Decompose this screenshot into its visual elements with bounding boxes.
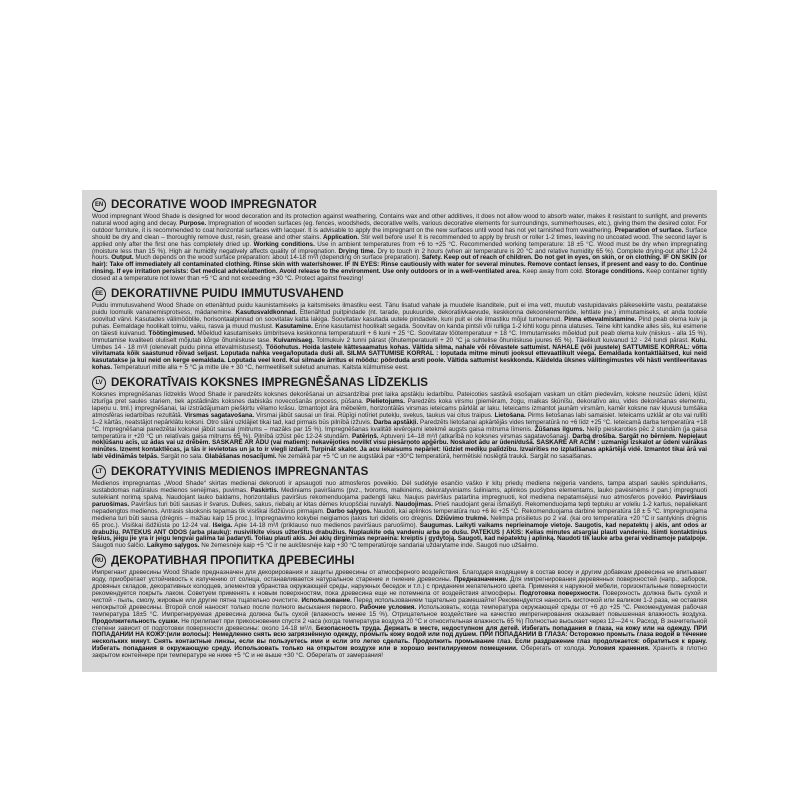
- section-lt-title: DEKORATYVINIS MEDIENOS IMPREGNANTAS: [111, 466, 369, 479]
- section-lt: [92, 465, 707, 550]
- section-ee-body: Puidu immutusvahend Wood Shade on ettenähtud puidu kaunistamiseks ja kaitsmiseks ilmastiku eest. Tänu lisatud vahale ja muudele lisanditele, puit ei ima vett, muutub vastupidavaks päikesekiirte vastu, peatatakse puidu loomulik vananemisprotsess, mädanemine. Kasutusvaldkonnad. Ettenähtud puitpindade (nt. tarade, puukuuride, dekoratiivkaevude, keskkonna dekoorelementide, lehtlate jne.) immutamiseks, et anda tootele soovitud värvi. Kasutades välimööblile, horisontaalpinnad on soovitatav katta lakiga. Soovitatav kasutada uutele pindadele, kuni puit ei ole ilmastiku mõjul tumenenud. Pinna ettevalmistamine. Pind peab olema kuiv ja puhas. Eemaldage hoolikalt tolmu, vaiku, rasva ja muud mustust. Kasutamine. Enne kasutamist hoolikalt segada. Soovitav on kanda pintsli või rulliga 1-2 kihti kogu pinna ulatuses. Teine kiht kandke alles siis, kui esimene on täiesti kuivanud. Töötingimused. Mõeldud kasutamiseks ümbritseva keskkonna temperatuuril + 6 kuni + 25 °C. Soovitatav töötemperatuur + 18 °C. Immutamiseks mõeldud puit peab olema kuiv (niiskus - alla 15 %). Immutamise kvaliteeti oluliselt mõjutab kõrge õhuniiskuse tase. Kuivamisaeg. Tolmukuiv 2 tunni pärast (õhutemperatuuril + 20 °C ja suhtelise õhuniiskuse juures 65 %). Täielikult kuivanud 12 - 24 tundi pärast. Kulu. Umbes 14 - 18 m²/l (olenevalt puidu pinna ettevalmistusest). Tööohutus. Hoida lastele kättesaamatus kohas. Vältida silma, nahale või rõivastele sattumist. NAHALE (või juustele) SATTUMISE KORRAL: võtta viivitamata kõik saastunud rõivad seljast. Loputada nahka veega/loputada duši all. SILMA SATTUMISE KORRAL : loputada mitme minuti jooksul ettevaatlikult veega. Eemaldada kontaktläätsed, kui neid kasutatakse ja kui neid on kerge eemaldada. Loputada veel kord. Kui silmade ärritus ei möödu: pöörduda arsti poole. Vältida sattumist keskkonda. Käidelda üksnes välitingimustes või hästi ventileeritavas kohas. Temperatuuri mitte alla + 5 °C ja mitte üle + 30 °C, hermeetiliselt suletud anumas. Kaitsta külmumise eest.: [92, 302, 708, 372]
- section-ru-body: Импрегнант древесины Wood Shade предназначен для декорирования и защиты древесины от атмосферного воздействия. Благодаря входящему в состав воску и другим добавкам древесина не впитывает воду, приобретает устойчивость к излучению от солнца, останавливается натуральное старение и гниение древесины. Предназначение. Для импрегнирования деревянных поверхностей (напр., заборов, дровяных складов, декоративных колодцев, элементов убранства окружающей среды, наружных беседок и т.п.) с приданием желательного цвета. Применяя к наружной мебели, горизонтальные поверхности рекомендуется покрыть лаком. Советуем применять к новым поверхностям, пока древесина еще не потемнела от воздействия атмосферы. Подготовка поверхности. Поверхность должна быть сухой и чистой - пыль, смолу, жировые или другие пятна тщательно очистите. Использование. Перед использованием тщательно размешайте! Рекомендуется наносить кисточкой или валиком 1-2 раза, не оставляя непокрытой древесины. Второй слой наносят только после полного высыхания первого. Рабочие условия. Использовать, когда температура окружающей среды от +6 до +25 °C. Рекомендуемая рабочая температура 18±5 °C. Импрегнируемая древесина должна быть сухой (влажность менее 15 %). Отрицательное воздействие на качество импрегнирования оказывает повышенная влажность воздуха. Продолжительность сушки. Не прилипает при прикосновении спустя 2 часа (когда температура воздуха 20 °C и относительная влажность 65 %) Полностью высыхает через 12—24 ч. Расход. В значительной степени зависит от подготовки поверхности древесины: около 14-18 м²/л. Безопасность труда. Держать в месте, недоступном для детей. Избегать попадания в глаза, на кожу или на одежду. ПРИ ПОПАДАНИИ НА КОЖУ:(или волосы): Немедленно снять всю загрязнённую одежду, промыть кожу водой или под душем. ПРИ ПОПАДАНИИ В ГЛАЗА: Осторожно промыть глаза водой в течение нескольких минут. Снять контактные линзы, если вы пользуетесь ими и если это легко сделать. Продолжить промывание глаз. Если раздражение глаз продолжается: обратиться к врачу. Избегать попадания в окружающую среду. Использовать только на открытом воздухе или в хорошо вентилируемом помещении. Оберегать от холода. Условия хранения. Хранить в плотно закрытом контейнере при температуре не ниже +5 °C и не выше +30 °C. Оберегать от замерзания!: [92, 569, 708, 660]
- section-en-title: DECORATIVE WOOD IMPREGNATOR: [111, 199, 317, 211]
- section-ru-title: ДЕКОРАТИВНАЯ ПРОПИТКА ДРЕВЕСИНЫ: [111, 555, 355, 568]
- section-en-header: [92, 198, 707, 212]
- section-lv-body: Koksnes impregnēšanas līdzeklis Wood Shade ir paredzēts koksnes dekorēšanai un aizsardzībai pret laika apstākļu iedarbību. Pateicoties sastāvā esošajam vaskam un citām piedevām, koksne neuzsūc ūdeni, kļūst izturīga pret saules stariem, tiek apstādināts koksnes dabiskās novecošanās process, pūšana. Pielietojums. Paredzēts koka virsmu (piemēram, žogu, malkas šķūnīšu, dekoratīvo aku, vides dekorēšanas elementu, lapeņu u. tml.) impregnēšanai, lai izstrādājumam piešķirtu vēlamo krāsu. Izmantojot āra mēbelēm, horizontālās virsmas ieteicams pārklāt ar laku. Ieteicams izmantot jaunām virsmām, kamēr koksne nav kļuvusi tumšāka atmosfēras iedarbības rezultātā. Virsmas sagatavošana. Virsmai jābūt sausai un tīrai. Rūpīgi notīriet putekļu, sveķus, taukus vai citus traipus. Lietošana. Pirms lietošanas labi samaisiet. Ieteicams uzklāt ar otu vai rullīti 1–2 kārtās, neatstājot nepārklātu koksni. Otro slāni uzklājiet tikai tad, kad pirmais būs pilnībā izžuvis. Darba apstākļi. Paredzēts lietošanai apkārtējās vides temperatūrā no +6 līdz +25 °C. Ieteicamā darba temperatūra +18 °C. Impregnēšanai paredzētai koksnei jābūt sausai (mitrums – mazāks par 15 %). Impregnēšanas kvalitāti ievērojami ietekmē augsts gaisa mitruma līmenis. Žūšanas ilgums. Nelīp pieskaroties pēc 2 stundām (ja gaisa temperatūra ir +20 °C un relatīvais gaisa mitrums 65 %). Pilnībā izžūst pēc 12-24 stundām. Patēriņš. Aptuveni 14–18 m²/l (atkarībā no koksnes virsmas sagatavošanas). Darba drošība. Sargāt no bērniem. Nepieļaut nokļūšanu acīs, uz ādas vai uz drēbēm. SASKARĒ AR ĀDU (vai matiem): nekavējoties novilkt visu piesārņoto apģērbu. Noskalot ādu ar ūdeni/dušā. SASKARĒ AR ACĪM : uzmanīgi izskalot ar ūdeni vairākas minūtes. Izņemt kontaktlēcas, ja tās ir ievietotas un ja to ir viegli izdarīt. Turpināt skalot. Ja acu iekaisums nepāriet: lūdziet mediķu palīdzību. Izvairīties no izplatīšanas apkārtējā vidē. Izmantot tikai ārā vai labi vēdināmās telpās. Sargāt no sala. Glabāšanas nosacījumi. Ne zemākā par +5 °C un ne augstākā par +30°C temperatūrā, hermētiski noslēgtā traukā. Sargāt no sasalšanas.: [92, 391, 708, 461]
- section-lv-title: DEKORATĪVAIS KOKSNES IMPREGNĒŠANAS LĪDZEKLIS: [111, 377, 429, 390]
- product-label: [82, 190, 717, 672]
- lang-badge-ru-icon: RU: [92, 554, 106, 568]
- section-ee-header: [92, 287, 707, 301]
- section-ru-header: [92, 554, 707, 568]
- lang-badge-ee-icon: EE: [92, 287, 106, 301]
- section-ru: [92, 554, 707, 660]
- section-lv-header: [92, 376, 707, 390]
- lang-badge-en-icon: EN: [92, 198, 106, 212]
- section-lt-header: [92, 465, 707, 479]
- section-en-body: Wood impregnant Wood Shade is designed for wood decoration and its protection against weathering. Contains wax and other additives, it does not allow wood to absorb water, makes it resistant to sunlight, and prevents natural wood aging and decay. Purpose. Impregnation of wooden surfaces (eg. fences, woodsheds, decorative wells, various decorative elements for surroundings, summerhouses, etc.), giving them the desired color. For outdoor furniture, it is recommended to coat horizontal surfaces with lacquer. It is advisable to apply the impregnant on the new surfaces until wood has not yet tarnished from weathering. Preparation of surface. Surface should be dry and clean – thoroughly remove dust, resin, grease and other stains. Application. Stir well before use! It is recommended to apply by brush or roller 1-2 times, leaving no uncoated wood. The second layer is applied only after the first one has completely dried up. Working conditions. Use in ambient temperatures from +6 to +25 °C. Recommended working temperature: 18 ±5 °C. Wood must be dry when impregnating (moisture less than 15 %). High air humidity negatively affects quality of impregnation. Drying time. Dry to touch in 2 hours (when air temperature is 20 °C and relative humidity 65 %). Complete drying-out after 12-24 hours. Output. Much depends on the wood surface preparation: about 14-18 m²/l (depending on surface preparation). Safety. Keep out of reach of children. Do not get in eyes, on skin, or on clothing. IF ON SKIN (or hair): Take off immediately all contaminated clothing. Rinse skin with water/shower. IF IN EYES: Rinse cautiously with water for several minutes. Remove contact lenses, if present and easy to do. Continue rinsing. If eye irritation persists: Get medical advice/attention. Avoid release to the environment. Use only outdoors or in a well-ventilated area. Keep away from cold. Storage conditions. Keep container tightly closed at a temperature not lower than +5 °C and not exceeding +30 °C. Protect against freezing!: [92, 213, 708, 283]
- section-ee: [92, 287, 707, 372]
- lang-badge-lt-icon: LT: [92, 465, 106, 479]
- section-ee-title: DEKORATIIVNE PUIDU IMMUTUSVAHEND: [111, 288, 344, 301]
- section-lt-body: Medienos impregnantas „Wood Shade“ skirtas medienai dekoruoti ir apsaugoti nuo atmosferos poveikio. Dėl sudėtyje esančio vaško ir kitų priedų mediena neįgeria vandens, tampa atspari saulės spinduliams, sustabdomas natūralus medienos senėjimas, puvimas. Paskirtis. Mediniams paviršiams (pvz., tvoroms, malkinėms, dekoratyviniams šuliniams, aplinkos puošybos elementams, lauko pavėsinėms ir pan.) impregnuoti suteikiant norimą spalvą. Naudojant lauko baldams, horizontalius paviršius rekomenduojama padengti laku. Naujus paviršius patartina impregnuoti, kol mediena nepatamsėjusi nuo atmosferos poveikio. Paviršiaus paruošimas. Paviršius turi būti sausas ir švarus. Dulkes, sakus, riebalų ar kitas dėmes kruopščiai nuvalyti. Naudojimas. Prieš naudojant gerai išmaišyti. Rekomenduojama tepti teptuku ar voleliu 1-2 kartus, nepaliekant nepadengtos medienos. Antrasis sluoksnis tepamas tik visiškai išdžiūvus pirmajam. Darbo sąlygos. Naudoti, kai aplinkos temperatūra nuo +6 iki +25 °C. Rekomenduojama darbinė temperatūra 18 ± 5 °C. Impregnuojama mediena turi būti sausa (drėgnis – mažiau kaip 15 proc.). Impregnavimo kokybei neigiamos įtakos turi didelis oro drėgnis. Džiūvimo trukmė. Nelimpa prisilietus po 2 val. (kai oro temperatūra +20 °C ir santykinis drėgnis 65 proc.). Visiškai išdžiūsta po 12-24 val. Išeiga. Apie 14-18 m²/l (priklauso nuo medienos paviršiaus paruošimo). Saugumas. Laikyti vaikams neprieinamoje vietoje. Saugotis, kad nepatektų į akis, ant odos ar drabužių. PATEKUS ANT ODOS (arba plaukų): nusivilkite visus užterštus drabužius. Nuplaukite odą vandeniu arba po dušu. PATEKUS Į AKIS: Kelias minutes atsargiai plauti vandeniu. Išimti kontaktinius lęšius, jeigu jie yra ir jeigu lengvai galima tai padaryti. Toliau plauti akis. Jei akių dirginimas nepraeina: kreiptis į gydytoją. Saugoti, kad nepatektų į aplinką. Naudoti tik lauke arba gerai vėdinamoje patalpoje. Saugoti nuo šalčio. Laikymo sąlygos. Ne žemesnėje kaip +5 °C ir ne aukštesnėje kaip +30 °C temperatūroje sandariai uždarytame inde. Saugoti nuo užšalimo.: [92, 480, 707, 550]
- section-en: [92, 198, 707, 283]
- section-lv: [92, 376, 707, 461]
- lang-badge-lv-icon: LV: [92, 376, 106, 390]
